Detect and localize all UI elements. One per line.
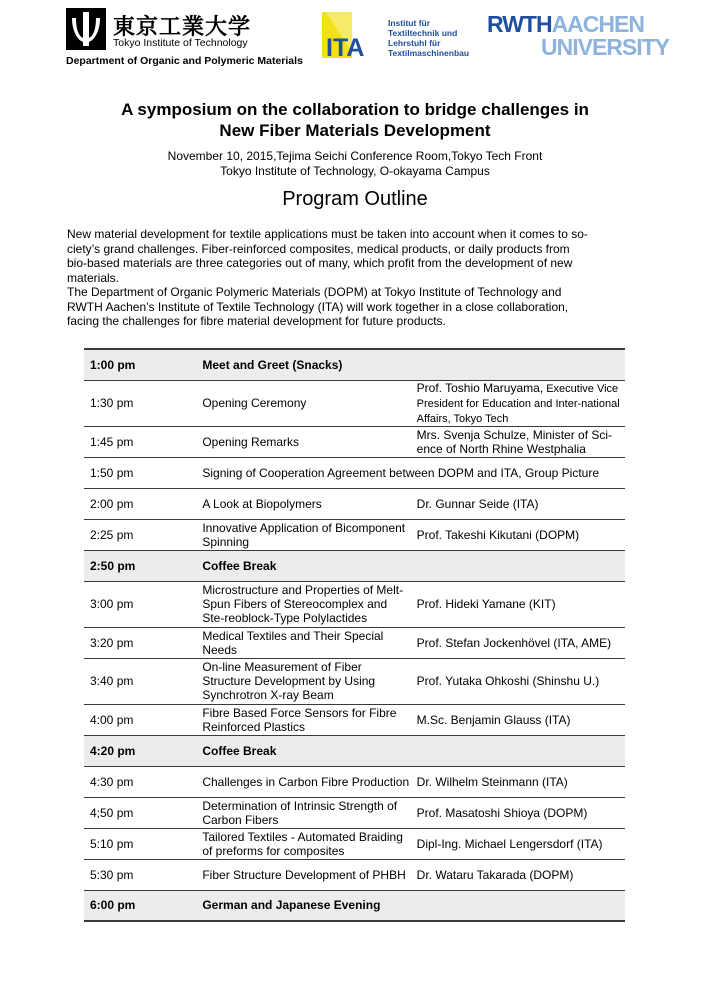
program-session: On-line Measurement of Fiber Structure Development by Using Synchrotron X-ray Beam — [196, 658, 410, 704]
program-row — [84, 426, 625, 457]
university-text: UNIVERSITY — [541, 34, 670, 60]
letterhead — [0, 0, 710, 70]
program-time: 4:00 pm — [84, 704, 196, 735]
program-row — [84, 704, 625, 735]
program-time: 4:20 pm — [84, 735, 196, 766]
program-speaker — [411, 627, 625, 658]
program-row — [84, 735, 625, 766]
program-row — [84, 828, 625, 859]
program-time: 3:20 pm — [84, 627, 196, 658]
program-row — [84, 457, 625, 488]
ita-abbr-text: ITA — [326, 34, 365, 58]
program-time: 4;50 pm — [84, 797, 196, 828]
document-title — [0, 99, 710, 141]
program-row — [84, 627, 625, 658]
speaker-name: Prof. Stefan Jockenhövel (ITA, AME) — [416, 635, 612, 650]
program-session: A Look at Biopolymers — [196, 488, 410, 519]
speaker-name: M.Sc. Benjamin Glauss (ITA) — [416, 712, 571, 727]
rwth-text: RWTH — [487, 11, 552, 37]
program-speaker — [411, 488, 625, 519]
speaker-name: Dr. Wilhelm Steinmann (ITA) — [416, 774, 568, 789]
intro-line: The Department of Organic Polymeric Materials (DOPM) at Tokyo Institute of Technology and — [67, 285, 562, 299]
program-speaker — [411, 859, 625, 890]
program-session: Coffee Break — [196, 735, 625, 766]
program-row — [84, 890, 625, 921]
program-session: Meet and Greet (Snacks) — [196, 349, 625, 380]
intro-line: RWTH Aachen’s Institute of Textile Technology (ITA) will work together in a close collaboration, — [67, 299, 569, 314]
title-line: New Fiber Materials Development — [219, 121, 491, 140]
ita-line: Textilmaschinenbau — [388, 48, 470, 58]
program-table-body — [84, 349, 625, 921]
program-row — [84, 766, 625, 797]
speaker-name: Prof. Masatoshi Shioya (DOPM) — [416, 805, 588, 820]
program-row — [84, 550, 625, 581]
program-time: 4:30 pm — [84, 766, 196, 797]
ita-full-name — [388, 18, 469, 58]
program-time: 1:45 pm — [84, 426, 196, 457]
program-session: Tailored Textiles - Automated Braiding of preforms for composites — [196, 828, 410, 859]
program-session: Microstructure and Properties of Melt-Spun Fibers of Stereocomplex and Ste-reoblock-Type Polylactides — [196, 581, 410, 627]
titech-emblem-icon — [66, 8, 106, 50]
program-session: Innovative Application of Bicomponent Spinning — [196, 519, 410, 550]
ita-logo — [322, 12, 472, 60]
speaker-name: Dr. Wataru Takarada (DOPM) — [416, 867, 574, 882]
program-time: 2:25 pm — [84, 519, 196, 550]
program-row — [84, 488, 625, 519]
program-session: Signing of Cooperation Agreement between DOPM and ITA, Group Picture — [196, 457, 625, 488]
program-session: Opening Ceremony — [196, 380, 410, 426]
program-speaker — [411, 426, 625, 457]
event-date-location: November 10, 2015,Tejima Seichi Conference Room,Tokyo Tech Front — [167, 149, 543, 163]
program-time: 5:10 pm — [84, 828, 196, 859]
ita-emblem-icon — [322, 12, 374, 58]
program-time: 2:00 pm — [84, 488, 196, 519]
program-time: 3:40 pm — [84, 658, 196, 704]
intro-line: facing the challenges for fibre material development for future products. — [67, 314, 446, 328]
speaker-name: Dipl-Ing. Michael Lengersdorf (ITA) — [416, 836, 603, 851]
aachen-text: AACHEN — [551, 11, 644, 37]
program-table — [84, 348, 625, 922]
speaker-name: Dr. Gunnar Seide (ITA) — [416, 496, 539, 511]
titech-english-name: Tokyo Institute of Technology — [113, 37, 248, 49]
program-session: Coffee Break — [196, 550, 625, 581]
program-row — [84, 797, 625, 828]
program-session: Opening Remarks — [196, 426, 410, 457]
program-speaker — [411, 766, 625, 797]
program-time: 3:00 pm — [84, 581, 196, 627]
event-details — [0, 149, 710, 179]
program-outline-heading: Program Outline — [282, 188, 428, 210]
titech-logo — [66, 8, 316, 67]
program-time: 1:00 pm — [84, 349, 196, 380]
program-speaker — [411, 581, 625, 627]
program-time: 1:50 pm — [84, 457, 196, 488]
program-speaker — [411, 658, 625, 704]
intro-paragraph — [67, 227, 639, 329]
title-line: A symposium on the collaboration to bridge challenges in — [121, 100, 589, 119]
program-time: 2:50 pm — [84, 550, 196, 581]
program-time: 1:30 pm — [84, 380, 196, 426]
program-speaker — [411, 828, 625, 859]
titech-kanji-name: 東京工業大学 — [113, 15, 252, 40]
intro-line: bio-based materials are three categories out of many, which profit from the development of new — [67, 256, 573, 270]
program-row — [84, 581, 625, 627]
program-speaker — [411, 380, 625, 426]
speaker-name: Mrs. Svenja Schulze, Minister of Sci-ence of North Rhine Westphalia — [416, 427, 613, 456]
intro-line: ciety’s grand challenges. Fiber-reinforced composites, medical products, or daily products from — [67, 241, 570, 256]
program-session: Fibre Based Force Sensors for Fibre Reinforced Plastics — [196, 704, 410, 735]
speaker-affiliation: Executive Vice President for Education and Inter-national Affairs, Tokyo Tech — [416, 382, 620, 425]
program-session: German and Japanese Evening — [196, 890, 625, 921]
ita-line: Textiltechnik und — [388, 28, 458, 38]
program-speaker — [411, 797, 625, 828]
program-row — [84, 380, 625, 426]
program-row — [84, 658, 625, 704]
speaker-name: Prof. Toshio Maruyama, — [416, 380, 544, 395]
ita-line: Institut für — [388, 18, 431, 28]
event-campus: Tokyo Institute of Technology, O-okayama Campus — [220, 164, 490, 178]
program-row — [84, 349, 625, 380]
program-time: 5:30 pm — [84, 859, 196, 890]
intro-line: materials. — [67, 270, 120, 285]
program-session: Medical Textiles and Their Special Needs — [196, 627, 410, 658]
program-session: Fiber Structure Development of PHBH — [196, 859, 410, 890]
program-session: Challenges in Carbon Fibre Production — [196, 766, 410, 797]
speaker-name: Prof. Hideki Yamane (KIT) — [416, 597, 556, 611]
department-name: Department of Organic and Polymeric Materials — [66, 55, 303, 67]
speaker-name: Prof. Yutaka Ohkoshi (Shinshu U.) — [416, 674, 600, 688]
speaker-name: Prof. Takeshi Kikutani (DOPM) — [416, 527, 580, 542]
program-session: Determination of Intrinsic Strength of Carbon Fibers — [196, 797, 410, 828]
intro-line: New material development for textile applications must be taken into account when it comes to so- — [67, 227, 588, 241]
rwth-line1 — [487, 12, 644, 36]
program-time: 6:00 pm — [84, 890, 196, 921]
program-speaker — [411, 704, 625, 735]
ita-line: Lehrstuhl für — [388, 38, 441, 48]
program-row — [84, 859, 625, 890]
rwth-logo — [487, 11, 670, 60]
program-row — [84, 519, 625, 550]
program-speaker — [411, 519, 625, 550]
